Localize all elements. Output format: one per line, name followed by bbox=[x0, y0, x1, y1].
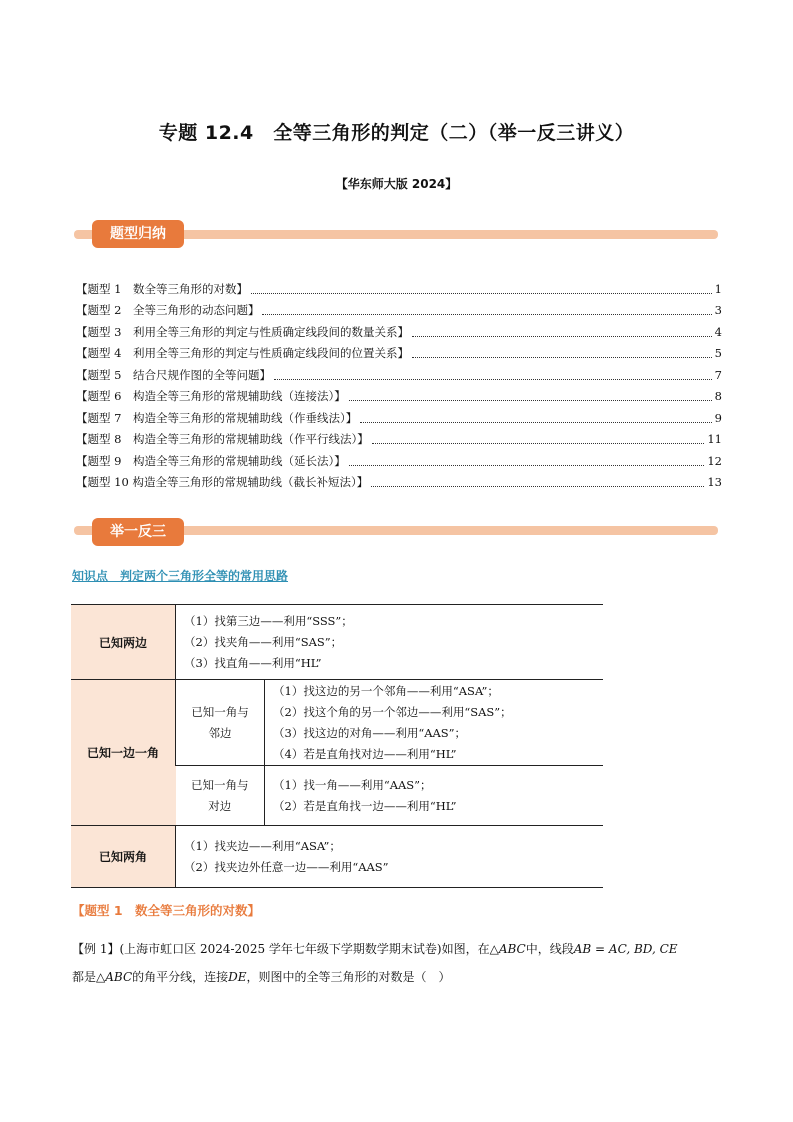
toc-entry[interactable] bbox=[76, 278, 722, 300]
practice-banner-tag: 举一反三 bbox=[92, 518, 184, 546]
toc-leader-dots bbox=[251, 284, 712, 294]
method-line: （1）找第三边——利用“SSS”； bbox=[184, 613, 353, 628]
example-text: 都是△ bbox=[72, 970, 106, 984]
method-line: （1）找这边的另一个邻角——利用“ASA”； bbox=[273, 683, 499, 698]
toc-entry-page: 7 bbox=[714, 367, 722, 382]
edition-label: 【华东师大版 2024】 bbox=[335, 177, 458, 191]
toc-leader-dots bbox=[372, 434, 705, 444]
sub-head-line: 邻边 bbox=[208, 725, 232, 740]
toc-leader-dots bbox=[262, 305, 711, 315]
knowledge-point-title: 知识点 判定两个三角形全等的常用思路 bbox=[72, 569, 289, 583]
example-text: ，则图中的全等三角形的对数是（ ） bbox=[246, 970, 451, 984]
toc-entry-label: 【题型 8 构造全等三角形的常规辅助线（作平行线法）】 bbox=[76, 432, 369, 447]
method-line: （1）找一角——利用“AAS”； bbox=[273, 777, 432, 792]
sub-head-line: 已知一角与 bbox=[191, 777, 249, 792]
two-sides-methods bbox=[176, 605, 604, 680]
example-tag: 【例 1】 bbox=[72, 942, 120, 956]
toc-entry-label: 【题型 1 数全等三角形的对数】 bbox=[76, 281, 248, 296]
math-equation: AB = AC, BD, CE bbox=[573, 942, 678, 956]
type1-heading: 【题型 1 数全等三角形的对数】 bbox=[72, 903, 261, 918]
toc-entry-page: 12 bbox=[707, 453, 722, 468]
table-of-contents bbox=[76, 278, 722, 493]
toc-entry-label: 【题型 10 构造全等三角形的常规辅助线（截长补短法）】 bbox=[76, 475, 369, 490]
toc-entry-label: 【题型 6 构造全等三角形的常规辅助线（连接法）】 bbox=[76, 389, 346, 404]
method-line: （2）若是直角找一边——利用“HL” bbox=[273, 798, 457, 813]
example-1 bbox=[72, 935, 724, 991]
example-text: 如图，在△ bbox=[441, 942, 499, 956]
sub-head-opposite bbox=[176, 766, 265, 826]
toc-leader-dots bbox=[360, 413, 711, 423]
toc-leader-dots bbox=[274, 370, 712, 380]
opposite-methods bbox=[265, 766, 604, 826]
toc-entry-label: 【题型 7 构造全等三角形的常规辅助线（作垂线法）】 bbox=[76, 410, 358, 425]
method-line: （1）找夹边——利用“ASA”； bbox=[184, 838, 341, 853]
method-line: （2）找这个角的另一个邻边——利用“SAS”； bbox=[273, 704, 512, 719]
toc-entry-page: 3 bbox=[714, 303, 722, 318]
math-abc: ABC bbox=[498, 942, 526, 956]
toc-entry-label: 【题型 2 全等三角形的动态问题】 bbox=[76, 303, 260, 318]
toc-entry[interactable] bbox=[76, 386, 722, 408]
toc-leader-dots bbox=[349, 456, 705, 466]
method-line: （4）若是直角找对边——利用“HL” bbox=[273, 746, 457, 761]
toc-entry-page: 13 bbox=[707, 475, 722, 490]
toc-entry-label: 【题型 5 结合尺规作图的全等问题】 bbox=[76, 367, 271, 382]
example-text: 的角平分线，连接 bbox=[132, 970, 229, 984]
toc-leader-dots bbox=[412, 327, 712, 337]
sub-head-adjacent bbox=[176, 680, 265, 766]
math-de: DE bbox=[228, 970, 247, 984]
adjacent-methods bbox=[265, 680, 604, 766]
summary-banner-tag: 题型归纳 bbox=[92, 220, 184, 248]
row-head-two-angles: 已知两角 bbox=[71, 826, 176, 888]
toc-entry-page: 9 bbox=[714, 410, 722, 425]
knowledge-table bbox=[71, 604, 603, 888]
document-title: 专题 12.4 全等三角形的判定（二）（举一反三讲义） bbox=[158, 122, 635, 144]
toc-entry-page: 1 bbox=[714, 281, 722, 296]
method-line: （3）找这边的对角——利用“AAS”； bbox=[273, 725, 467, 740]
sub-head-line: 已知一角与 bbox=[191, 704, 249, 719]
row-head-side-angle: 已知一边一角 bbox=[71, 680, 176, 826]
toc-entry-page: 4 bbox=[714, 324, 722, 339]
toc-leader-dots bbox=[349, 391, 712, 401]
toc-entry-label: 【题型 4 利用全等三角形的判定与性质确定线段间的位置关系】 bbox=[76, 346, 409, 361]
method-line: （3）找直角——利用“HL” bbox=[184, 655, 322, 670]
toc-entry-label: 【题型 9 构造全等三角形的常规辅助线（延长法）】 bbox=[76, 453, 346, 468]
toc-entry[interactable] bbox=[76, 472, 722, 494]
example-source: (上海市虹口区 2024-2025 学年七年级下学期数学期末试卷) bbox=[119, 942, 442, 956]
two-angles-methods bbox=[176, 826, 604, 888]
sub-head-line: 对边 bbox=[208, 798, 232, 813]
row-head-two-sides: 已知两边 bbox=[71, 605, 176, 680]
toc-leader-dots bbox=[412, 348, 712, 358]
toc-entry[interactable] bbox=[76, 343, 722, 365]
toc-entry-label: 【题型 3 利用全等三角形的判定与性质确定线段间的数量关系】 bbox=[76, 324, 409, 339]
method-line: （2）找夹角——利用“SAS”； bbox=[184, 634, 343, 649]
method-line: （2）找夹边外任意一边——利用“AAS” bbox=[184, 859, 389, 874]
toc-entry[interactable] bbox=[76, 321, 722, 343]
toc-entry[interactable] bbox=[76, 364, 722, 386]
toc-entry-page: 8 bbox=[714, 389, 722, 404]
toc-entry[interactable] bbox=[76, 450, 722, 472]
toc-entry-page: 5 bbox=[714, 346, 722, 361]
toc-entry[interactable] bbox=[76, 407, 722, 429]
toc-entry-page: 11 bbox=[707, 432, 722, 447]
example-text: 中，线段 bbox=[525, 942, 574, 956]
toc-leader-dots bbox=[371, 477, 704, 487]
toc-entry[interactable] bbox=[76, 429, 722, 451]
math-abc: ABC bbox=[105, 970, 133, 984]
toc-entry[interactable] bbox=[76, 300, 722, 322]
